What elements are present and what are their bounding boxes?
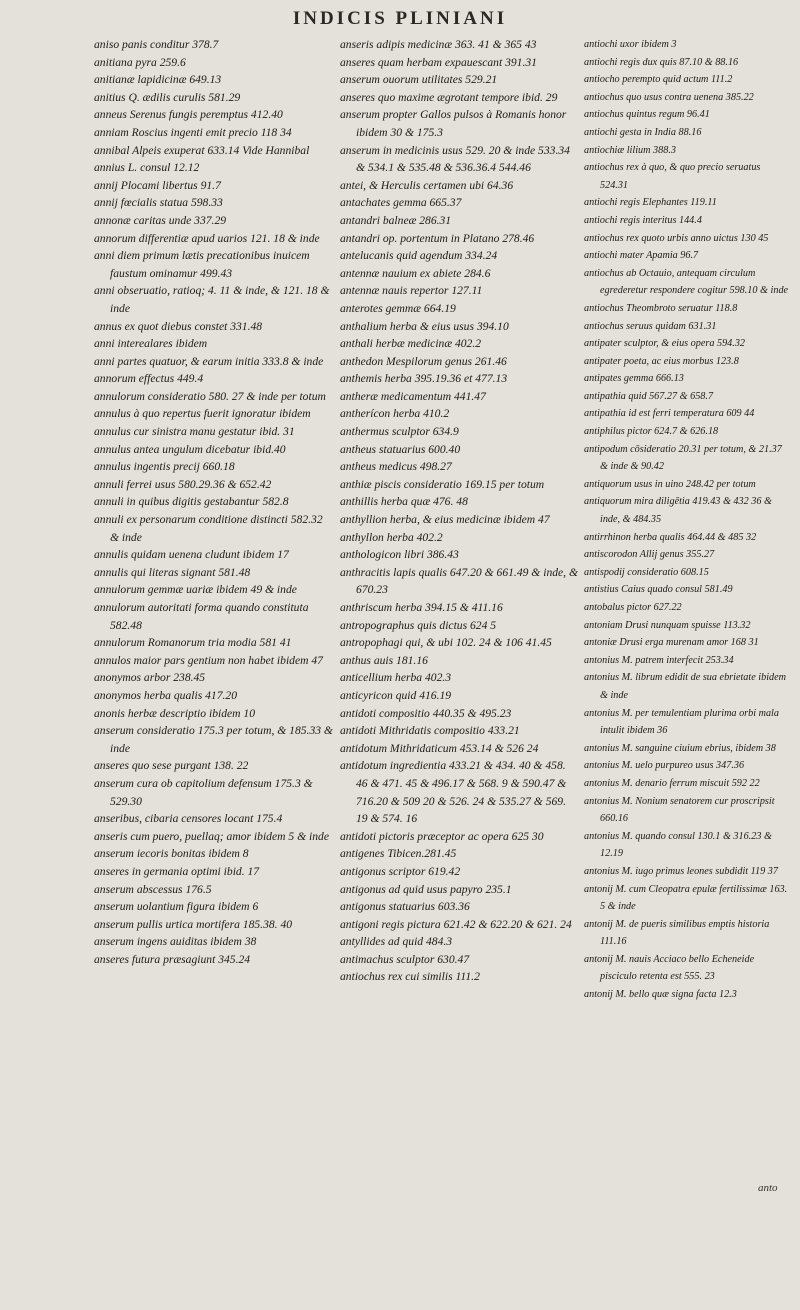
index-entry: anni partes quatuor, & earum initia 333.8 & inde: [94, 354, 324, 368]
index-entry: antiquorum usus in uino 248.42 per totum: [584, 478, 756, 490]
index-entry: antonius M. patrem interfecit 253.34: [584, 654, 734, 666]
index-entry: antigoni regis pictura 621.42 & 622.20 & 621. 24: [340, 917, 572, 931]
index-entry: antiochus rex à quo, & quo precio seruatus 524.31: [584, 162, 761, 191]
index-entry: anserum consideratio 175.3 per totum, & 185.33 & inde: [94, 724, 333, 755]
index-entry: anseres in germania optimi ibid. 17: [94, 864, 260, 878]
index-entry: antirrhinon herba qualis 464.44 & 485 32: [584, 531, 757, 543]
index-entry: antropographus quis dictus 624 5: [340, 618, 497, 632]
index-entry: antei, & Herculis certamen ubi 64.36: [340, 178, 514, 192]
index-entry: antonij M. cum Cleopatra epulæ fertilissimæ 163. 5 & inde: [584, 883, 788, 913]
index-entry: anserum uolantium figura ibidem 6: [94, 900, 259, 914]
index-entry: anseris cum puero, puellaq; amor ibidem 5 & inde: [94, 829, 329, 843]
index-entry: annorum effectus 449.4: [94, 372, 204, 386]
index-entry: annulus ingentis precij 660.18: [94, 460, 235, 474]
index-entry: antipater poeta, ac eius morbus 123.8: [584, 355, 739, 367]
index-entry: antiochi regis dux quis 87.10 & 88.16: [584, 56, 739, 68]
index-entry: anthracitis lapis qualis 647.20 & 661.49 & inde, & 670.23: [340, 565, 579, 597]
index-entry: anonymos arbor 238.45: [94, 671, 206, 685]
index-entry: annus ex quot diebus constet 331.48: [94, 319, 263, 333]
index-entry: antipodum cōsideratio 20.31 per totum, & 21.37 & inde & 90.42: [584, 443, 782, 473]
index-entry: anni obseruatio, ratioq; 4. 11 & inde, & 121. 18 & inde: [94, 284, 330, 315]
index-entry: annulos maior pars gentium non habet ibidem 47: [94, 653, 323, 667]
index-entry: antiocho perempto quid actum 111.2: [584, 74, 733, 86]
index-entry: annuli in quibus digitis gestabantur 582.8: [94, 495, 289, 509]
index-entry: anthyllon herba 402.2: [340, 530, 443, 544]
index-entry: anthedon Mespilorum genus 261.46: [340, 354, 507, 368]
index-entry: antonius M. Nonium senatorem cur proscripsit 660.16: [584, 795, 775, 825]
index-entry: annonæ caritas unde 337.29: [94, 213, 227, 227]
index-entry: antheus medicus 498.27: [340, 460, 452, 474]
index-entry: antimachus sculptor 630.47: [340, 952, 470, 966]
index-column-left: [94, 36, 334, 968]
index-entry: annulis quidam uenena cludunt ibidem 17: [94, 548, 289, 562]
index-entry: antonius M. per temulentiam plurima orbi mala intulit ibidem 36: [584, 707, 779, 737]
index-entry: antandri balneæ 286.31: [340, 213, 452, 227]
index-entry: annibal Alpeis exuperat 633.14 Vide Hannibal: [94, 143, 310, 157]
index-entry: annulus à quo repertus fuerit ignoratur ibidem: [94, 407, 311, 421]
index-entry: antiphilus pictor 624.7 & 626.18: [584, 426, 719, 438]
index-entry: anticellium herba 402.3: [340, 671, 452, 685]
index-entry: anseris adipis medicinæ 363. 41 & 365 43: [340, 38, 537, 51]
index-entry: annulorum consideratio 580. 27 & inde per totum: [94, 389, 326, 403]
index-entry: antonij M. bello quæ signa facta 12.3: [584, 989, 737, 1001]
index-entry: antiochi regis interitus 144.4: [584, 214, 702, 226]
index-entry: anterotes gemmæ 664.19: [340, 301, 456, 315]
index-entry: anserum pullis urtica mortifera 185.38. 40: [94, 917, 293, 931]
index-entry: anthiæ piscis consideratio 169.15 per totum: [340, 477, 545, 491]
index-entry: antonius M. denario ferrum miscuit 592 22: [584, 777, 760, 789]
index-entry: anthillis herba quæ 476. 48: [340, 495, 468, 509]
index-entry: annulorum autoritati forma quando constituta 582.48: [94, 601, 309, 632]
index-entry: antipathia quid 567.27 & 658.7: [584, 390, 714, 402]
index-entry: anthemis herba 395.19.36 et 477.13: [340, 372, 508, 386]
index-entry: annuli ex personarum conditione distincti 582.32 & inde: [94, 513, 323, 544]
index-entry: antiochus Theombroto seruatur 118.8: [584, 302, 738, 314]
index-entry: antidoti compositio 440.35 & 495.23: [340, 706, 512, 720]
index-entry: antipater sculptor, & eius opera 594.32: [584, 338, 746, 350]
index-entry: antiochus rex cui similis 111.2: [340, 970, 480, 984]
index-entry: antiochiæ lilium 388.3: [584, 144, 676, 156]
index-entry: aniso panis conditur 378.7: [94, 38, 219, 51]
index-entry: antonius M. librum edidit de sua ebrietate ibidem & inde: [584, 672, 787, 701]
index-entry: anthus auis 181.16: [340, 653, 428, 667]
index-entry: antennæ nauium ex abiete 284.6: [340, 266, 491, 280]
index-entry: antennæ nauis repertor 127.11: [340, 284, 483, 298]
index-entry: antiochi gesta in India 88.16: [584, 126, 702, 138]
index-entry: antyllides ad quid 484.3: [340, 935, 453, 949]
index-entry: anserum ingens auiditas ibidem 38: [94, 935, 257, 949]
index-entry: antiochi mater Apamia 96.7: [584, 250, 699, 262]
index-entry: antandri op. portentum in Platano 278.46: [340, 231, 535, 245]
index-entry: antonius M. uelo purpureo usus 347.36: [584, 760, 745, 772]
index-column-middle: [340, 36, 578, 986]
index-entry: antigonus scriptor 619.42: [340, 864, 461, 878]
index-entry: antoniam Drusi nunquam spuisse 113.32: [584, 619, 751, 631]
index-entry: anni diem primum lætis precationibus inuicem faustum ominamur 499.43: [94, 249, 310, 280]
index-entry: anseres quo maxime ægrotant tempore ibid. 29: [340, 90, 558, 104]
index-entry: antonius M. iugo primus leones subdidit 119 37: [584, 865, 778, 877]
index-entry: antachates gemma 665.37: [340, 196, 462, 210]
index-entry: anthali herbæ medicinæ 402.2: [340, 337, 482, 351]
index-entry: annulorum Romanorum tria modia 581 41: [94, 636, 292, 650]
index-entry: anonymos herba qualis 417.20: [94, 688, 237, 702]
index-entry: antistius Caius quado consul 581.49: [584, 584, 733, 596]
index-entry: anserum cura ob capitolium defensum 175.3 & 529.30: [94, 776, 313, 808]
index-entry: antigonus ad quid usus papyro 235.1: [340, 882, 512, 896]
index-entry: anonis herbæ descriptio ibidem 10: [94, 706, 256, 720]
index-entry: anseres quo sese purgant 138. 22: [94, 759, 249, 773]
index-entry: antonij M. de pueris similibus emptis historia 111.16: [584, 918, 770, 948]
index-entry: anthriscum herba 394.15 & 411.16: [340, 601, 503, 614]
index-entry: annulorum gemmæ uariæ ibidem 49 & inde: [94, 583, 297, 597]
index-entry: antiochus ab Octauio, antequam circulum egrederetur respondere cogitur 598.10 & inde: [584, 267, 789, 297]
index-entry: anneus Serenus fungis peremptus 412.40: [94, 108, 283, 122]
index-entry: anniam Roscius ingenti emit precio 118 34: [94, 125, 292, 139]
index-entry: anserum ouorum utilitates 529.21: [340, 73, 498, 87]
index-entry: antiochi regis Elephantes 119.11: [584, 197, 717, 209]
index-entry: anitiana pyra 259.6: [94, 55, 186, 69]
index-entry: antelucanis quid agendum 334.24: [340, 249, 498, 263]
index-entry: anthalium herba & eius usus 394.10: [340, 319, 509, 333]
index-entry: anthologicon libri 386.43: [340, 548, 459, 562]
index-entry: antidoti pictoris præceptor ac opera 625 30: [340, 829, 544, 843]
index-entry: antiochus seruus quidam 631.31: [584, 320, 717, 332]
index-entry: antispodij consideratio 608.15: [584, 566, 709, 578]
index-entry: annij fœcialis statua 598.33: [94, 196, 223, 210]
index-entry: annulus cur sinistra manu gestatur ibid. 31: [94, 425, 295, 439]
index-entry: antobalus pictor 627.22: [584, 602, 682, 613]
index-entry: annulus antea ungulum dicebatur ibid.40: [94, 442, 286, 456]
index-entry: anserum in medicinis usus 529. 20 & inde 533.34 & 534.1 & 535.48 & 536.36.4 544.46: [340, 143, 570, 175]
index-entry: antidotum ingredientia 433.21 & 434. 40 & 458. 46 & 471. 45 & 496.17 & 568. 9 & 590.47 & 716.20 & 509 20 & 526. 24 & 535.27 & 569. 19 & 574. 16: [340, 759, 567, 826]
index-entry: anserum propter Gallos pulsos à Romanis honor ibidem 30 & 175.3: [340, 108, 567, 139]
index-entry: anseribus, cibaria censores locant 175.4: [94, 812, 283, 826]
index-entry: antiquorum mira diligētia 419.43 & 432 36 & inde, & 484.35: [584, 496, 772, 526]
index-entry: antiochus quo usus contra uenena 385.22: [584, 91, 754, 103]
index-entry: antipates gemma 666.13: [584, 373, 684, 385]
index-entry: antidoti Mithridatis compositio 433.21: [340, 724, 520, 738]
index-entry: antiochus quintus regum 96.41: [584, 109, 710, 121]
index-entry: antipathia id est ferri temperatura 609 44: [584, 408, 755, 420]
index-entry: annij Plocami libertus 91.7: [94, 178, 221, 192]
index-entry: anni interealares ibidem: [94, 337, 208, 351]
index-entry: anthyllion herba, & eius medicinæ ibidem 47: [340, 513, 550, 527]
index-entry: antigonus statuarius 603.36: [340, 900, 470, 914]
index-entry: antigenes Tibicen.281.45: [340, 847, 457, 861]
index-entry: antheræ medicamentum 441.47: [340, 389, 486, 403]
index-entry: anthermus sculptor 634.9: [340, 425, 459, 439]
catchword: anto: [758, 1182, 778, 1194]
index-entry: anticyricon quid 416.19: [340, 688, 452, 702]
index-entry: antidotum Mithridaticum 453.14 & 526 24: [340, 741, 539, 755]
index-column-right: [584, 36, 790, 1004]
index-entry: antonij M. nauis Acciaco bello Echeneide pisciculo retenta est 555. 23: [584, 953, 755, 983]
index-entry: annuli ferrei usus 580.29.36 & 652.42: [94, 477, 272, 491]
index-entry: anserum abscessus 176.5: [94, 882, 212, 896]
index-entry: anitianæ lapidicinæ 649.13: [94, 73, 222, 87]
index-entry: annius L. consul 12.12: [94, 161, 200, 175]
index-entry: antiochi uxor ibidem 3: [584, 39, 677, 50]
index-entry: anserum iecoris bonitas ibidem 8: [94, 847, 249, 861]
running-head: INDICIS PLINIANI: [292, 8, 508, 29]
index-entry: anseres quam herbam expauescant 391.31: [340, 55, 537, 69]
index-entry: antonius M. quando consul 130.1 & 316.23 & 12.19: [584, 830, 772, 860]
index-entry: antoniæ Drusi erga murenam amor 168 31: [584, 637, 759, 649]
index-entry: anseres futura præsagiunt 345.24: [94, 952, 251, 966]
index-entry: antiochus rex quoto urbis anno uictus 130 45: [584, 232, 769, 244]
index-entry: antherícon herba 410.2: [340, 407, 450, 421]
index-entry: anitius Q. ædilis curulis 581.29: [94, 90, 241, 104]
index-entry: antiscorodon Allij genus 355.27: [584, 549, 715, 561]
index-entry: annulis qui literas signant 581.48: [94, 565, 251, 579]
index-entry: antheus statuarius 600.40: [340, 442, 461, 456]
index-entry: annorum differentiæ apud uarios 121. 18 & inde: [94, 231, 320, 245]
index-entry: antonius M. sanguine ciuium ebrius, ibidem 38: [584, 742, 776, 754]
index-entry: antropophagi qui, & ubi 102. 24 & 106 41.45: [340, 636, 552, 650]
